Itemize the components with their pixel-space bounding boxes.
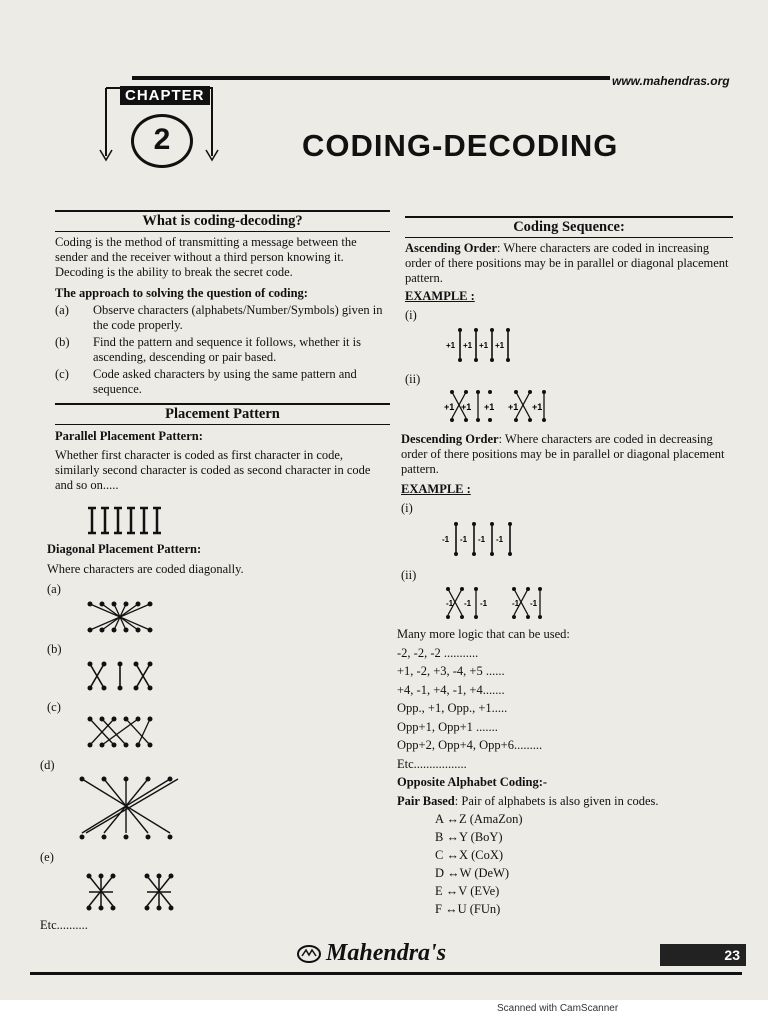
pair-row	[435, 812, 737, 827]
step-label: +1	[508, 402, 519, 412]
logic-line: Etc.................	[397, 756, 467, 771]
step-label: +1	[446, 341, 456, 350]
item-text: Code asked characters by using the same pattern and sequence.	[93, 367, 357, 396]
diagonal-pattern-e	[85, 872, 185, 914]
pair-arrow-icon: ↔	[445, 884, 459, 898]
ascending-label: Ascending Order	[405, 241, 498, 255]
pair-label: Pair Based	[397, 793, 455, 808]
item-label: (c)	[55, 367, 69, 381]
item-text: Observe characters (alphabets/Number/Symbols) given in the code properly.	[93, 303, 383, 332]
mahendras-logo-icon	[296, 944, 322, 964]
parallel-pattern-diagram	[88, 505, 168, 537]
diagonal-label-a: (a)	[47, 582, 61, 596]
parallel-text: Whether first character is coded as first character in code, similarly second character is coded as second character in code and so on.....	[55, 448, 371, 492]
diagonal-label-c: (c)	[47, 700, 61, 714]
logic-line: Opp+2, Opp+4, Opp+6.........	[397, 738, 543, 752]
pair-arrow-icon: ↔	[446, 848, 459, 862]
placement-heading: Placement Pattern	[55, 403, 390, 425]
pair-code: V (EVe)	[458, 884, 500, 898]
pair-code: Z (AmaZon)	[458, 812, 523, 826]
step-label: +1	[495, 341, 505, 350]
pair-text: : Pair of alphabets is also given in codes.	[454, 793, 659, 808]
logic-line: +4, -1, +4, -1, +4.......	[397, 682, 505, 697]
descending-paragraph	[401, 432, 733, 477]
item-text: Find the pattern and sequence it follows, whether it is ascending, descending or pair based.	[93, 335, 361, 364]
pair-letter: C	[435, 848, 444, 862]
logic-line: Many more logic that can be used:	[397, 627, 570, 641]
pair-letter: D	[435, 866, 445, 880]
step-label: +1	[461, 402, 472, 412]
pair-row	[435, 884, 737, 899]
etc-text: Etc..........	[40, 918, 88, 932]
diagonal-heading: Diagonal Placement Pattern:	[47, 542, 202, 556]
step-label: -1	[480, 599, 488, 608]
pair-arrow-icon: ↔	[447, 866, 460, 880]
approach-item-c	[55, 367, 390, 397]
pair-code: X (CoX)	[458, 848, 504, 862]
ascending-text: : Where characters are coded in increasing order of there positions may be in parallel or diagonal placement pattern.	[405, 241, 729, 285]
step-label: -1	[530, 599, 538, 608]
pair-arrow-icon: ↔	[445, 902, 458, 916]
diagonal-label-b: (b)	[47, 642, 62, 656]
diagonal-label-d: (d)	[40, 758, 55, 772]
intro-text: Coding is the method of transmitting a message between the sender and the receiver without a third person knowing it. Decoding is the ability to break the secret code.	[55, 235, 357, 279]
example-label-2: EXAMPLE :	[401, 482, 471, 496]
ascending-diagonal-example	[444, 388, 554, 426]
step-label: -1	[442, 535, 450, 544]
sequence-heading: Coding Sequence:	[405, 216, 733, 238]
pair-row	[435, 866, 737, 881]
scanner-watermark: Scanned with CamScanner	[497, 1003, 619, 1014]
pair-letter: F	[435, 902, 442, 916]
approach-item-a	[55, 303, 390, 333]
page-number: 23	[660, 944, 746, 966]
item-label: (a)	[55, 303, 69, 317]
logic-line: Opp., +1, Opp., +1.....	[397, 701, 508, 715]
right-column	[405, 216, 733, 323]
diagonal-text: Where characters are coded diagonally.	[47, 562, 244, 576]
descending-text: : Where characters are coded in decreasing order of there positions may be in parallel or diagonal placement pattern.	[401, 432, 725, 476]
footer-brand: Mahendra's	[326, 940, 447, 966]
diagonal-pattern-a	[84, 598, 164, 638]
pair-letter: E	[435, 884, 443, 898]
parallel-heading: Parallel Placement Pattern:	[55, 429, 203, 443]
ex1-label-asc: (i)	[405, 308, 417, 322]
ex2-label-desc: (ii)	[401, 568, 417, 582]
step-label: +1	[479, 341, 489, 350]
header-rule	[132, 76, 610, 80]
diagonal-label-e: (e)	[40, 850, 54, 864]
left-column	[55, 210, 390, 493]
chapter-title: CODING-DECODING	[302, 128, 619, 163]
step-label: -1	[478, 535, 486, 544]
pair-paragraph	[397, 794, 737, 809]
pair-code: U (FUn)	[457, 902, 501, 916]
logic-line: +1, -2, +3, -4, +5 ......	[397, 664, 505, 678]
website-url: www.mahendras.org	[612, 74, 730, 88]
descending-diagonal-example	[440, 586, 550, 622]
what-heading: What is coding-decoding?	[55, 210, 390, 232]
step-label: +1	[532, 402, 543, 412]
pair-row	[435, 830, 737, 845]
step-label: -1	[512, 599, 520, 608]
chapter-number: 2	[131, 114, 193, 168]
opposite-heading: Opposite Alphabet Coding:-	[397, 775, 548, 789]
step-label: -1	[460, 535, 468, 544]
logic-list	[397, 627, 737, 920]
pair-letter: B	[435, 830, 444, 844]
descending-label: Descending Order	[401, 432, 499, 446]
diagonal-pattern-b	[84, 660, 164, 692]
diagonal-pattern-d	[78, 775, 188, 845]
step-label: +1	[463, 341, 473, 350]
approach-heading: The approach to solving the question of coding:	[55, 286, 308, 300]
ex2-label-asc: (ii)	[405, 372, 421, 386]
descending-parallel-example	[440, 522, 520, 558]
pair-letter: A	[435, 812, 444, 826]
step-label: -1	[464, 599, 472, 608]
step-label: -1	[496, 535, 504, 544]
logic-line: Opp+1, Opp+1 .......	[397, 719, 498, 734]
pair-arrow-icon: ↔	[446, 830, 459, 844]
pair-row	[435, 902, 737, 917]
step-label: -1	[446, 599, 454, 608]
ex1-label-desc: (i)	[401, 501, 413, 515]
approach-item-b	[55, 335, 390, 365]
chapter-label: CHAPTER	[120, 86, 210, 105]
pair-arrow-icon: ↔	[446, 812, 459, 826]
pair-row	[435, 848, 737, 863]
logic-line: -2, -2, -2 ...........	[397, 645, 479, 660]
pair-code: W (DeW)	[459, 866, 510, 880]
pair-code: Y (BoY)	[458, 830, 503, 844]
footer-rule	[30, 972, 742, 975]
diagonal-pattern-c	[84, 715, 164, 751]
item-label: (b)	[55, 335, 70, 349]
example-label-1: EXAMPLE :	[405, 289, 475, 303]
descending-block	[401, 432, 733, 516]
ascending-paragraph	[405, 241, 733, 286]
step-label: +1	[484, 402, 495, 412]
step-label: +1	[444, 402, 455, 412]
ascending-parallel-example	[446, 328, 526, 364]
